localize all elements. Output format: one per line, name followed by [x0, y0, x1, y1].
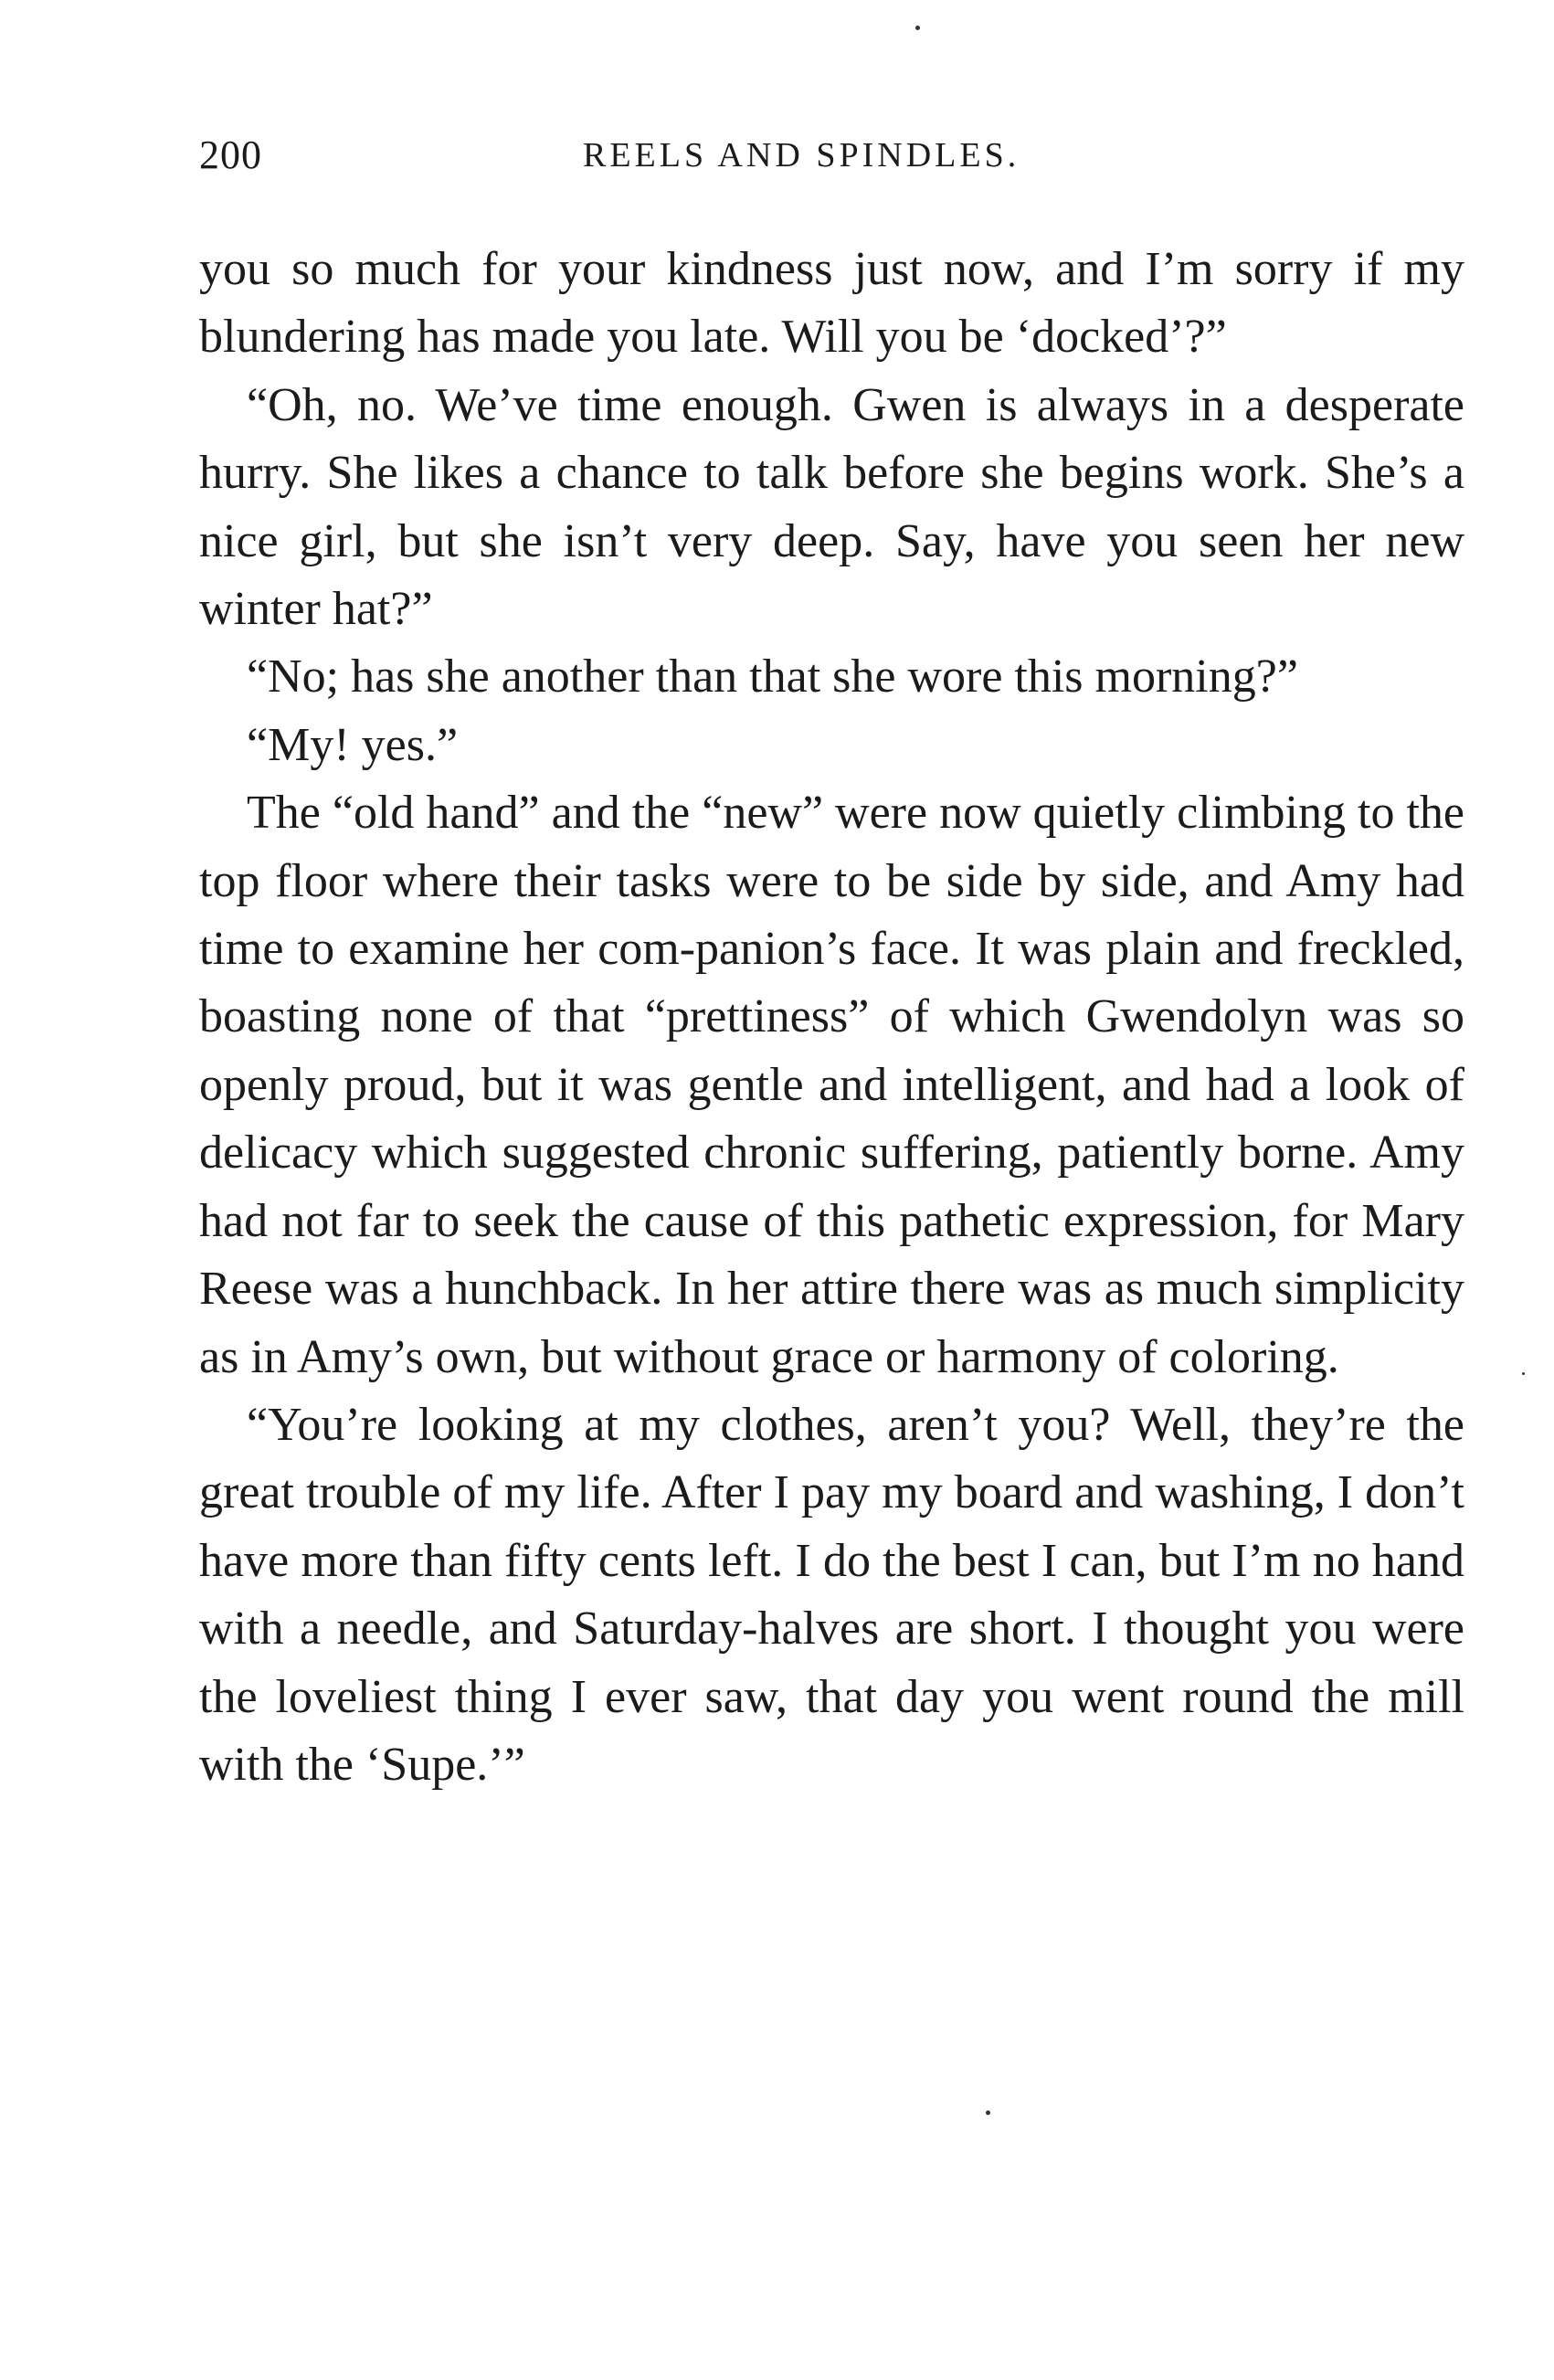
page-number: 200: [199, 132, 262, 177]
paragraph: “No; has she another than that she wore this morning?”: [247, 651, 1298, 703]
page-header: [199, 128, 1464, 183]
paragraph: “Oh, no. We’ve time enough. Gwen is always in a desperate hurry. She likes a chance to talk before she begins work. She’s a nice girl, but she isn’t very deep. Say, have you seen her new winter hat?”: [199, 378, 1464, 636]
print-speck: [986, 2110, 990, 2115]
print-speck: [915, 26, 920, 30]
running-head: REELS AND SPINDLES.: [583, 136, 1020, 175]
body-text: [199, 236, 1464, 1799]
paragraph: “You’re looking at my clothes, aren’t you? Well, they’re the great trouble of my life. After I pay my board and washing, I don’t have more than fifty cents left. I do the best I can, but I’m no hand with a needle, and Saturday-halves are short. I thought you were the loveliest thing I ever saw, that day you went round the mill with the ‘Supe.’”: [199, 1398, 1464, 1791]
print-speck: [1522, 1372, 1525, 1375]
paragraph-continuation: you so much for your kindness just now, and I’m sorry if my blundering has made you late. Will you be ‘docked’?”: [199, 243, 1464, 364]
paragraph: “My! yes.”: [247, 718, 459, 771]
paragraph: The “old hand” and the “new” were now quietly climbing to the top floor where their tasks were to be side by side, and Amy had time to examine her com-panion’s face. It was plain and freckled, boasting none of that “prettiness” of which Gwendolyn was so openly proud, but it was gentle and intelligent, and had a look of delicacy which suggested chronic suffering, patiently borne. Amy had not far to seek the cause of this pathetic expression, for Mary Reese was a hunchback. In her attire there was as much simplicity as in Amy’s own, but without grace or harmony of coloring.: [199, 787, 1464, 1383]
